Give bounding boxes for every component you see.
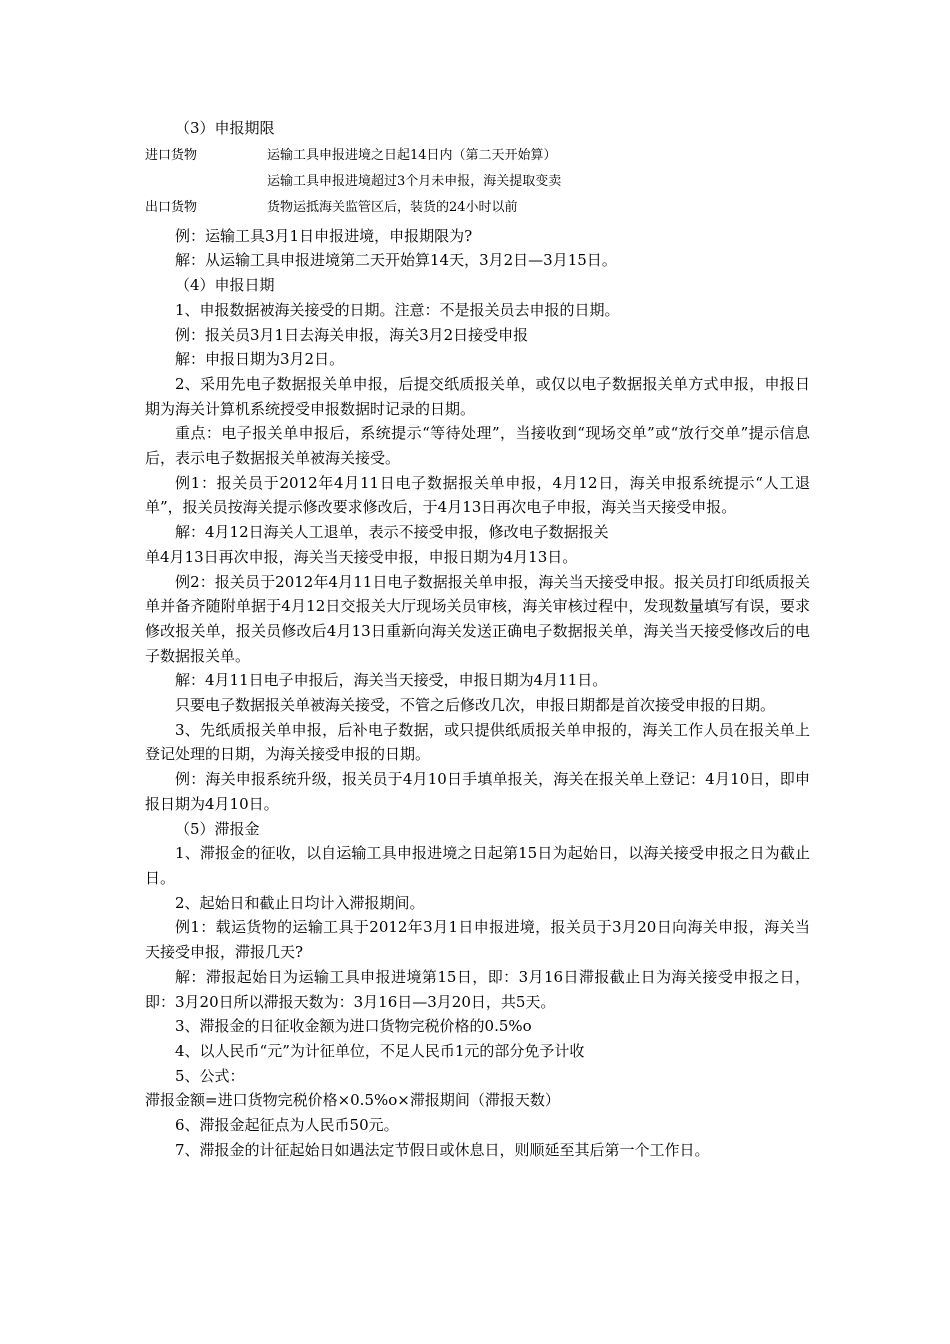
- paragraph: 2、采用先电子数据报关单申报，后提交纸质报关单，或仅以电子数据报关单方式申报，申报日期为海关计算机系统授受申报数据时记录的日期。: [145, 374, 810, 418]
- table-value: 运输工具申报进境超过3个月未申报，海关提取变卖: [267, 173, 562, 189]
- paragraph: 解：申报日期为3月2日。: [175, 350, 345, 369]
- paragraph: 例2：报关员于2012年4月11日电子数据报关单申报，海关当天接受申报。报关员打印纸质报关单并备齐随附单据于4月12日交报关大厅现场关员审核，海关审核过程中，发现数量填写有误，要求修改报关单，报关员修改后4月13日重新向海关发送正确电子数据报关单，海关当天接受修改后的电子数据报关单。: [145, 572, 810, 665]
- paragraph: 4、以人民币“元”为计征单位，不足人民币1元的部分免予计收: [175, 1041, 585, 1060]
- section-4-title: （4）申报日期: [175, 276, 275, 295]
- table-key: 进口货物: [145, 147, 198, 163]
- table-value: 运输工具申报进境之日起14日内（第二天开始算）: [267, 147, 557, 163]
- section-3-title: （3）申报期限: [175, 119, 275, 137]
- paragraph: 只要电子数据报关单被海关接受，不管之后修改几次，申报日期都是首次接受申报的日期。: [175, 696, 776, 715]
- declaration-deadline-table: [145, 143, 810, 221]
- paragraph: 例1：报关员于2012年4月11日电子数据报关单申报，4月12日，海关申报系统提示“人工退单”，报关员按海关提示修改要求修改后，于4月13日再次电子申报，海关当天接受申报。: [145, 473, 810, 517]
- paragraph: 解：滞报起始日为运输工具申报进境第15日，即：3月16日滞报截止日为海关接受申报之日，即：3月20日所以滞报天数为：3月16日—3月20日，共5天。: [145, 967, 810, 1011]
- paragraph: 7、滞报金的计征起始日如遇法定节假日或休息日，则顺延至其后第一个工作日。: [175, 1140, 710, 1159]
- table-row: [145, 143, 810, 169]
- paragraph: 1、滞报金的征收，以自运输工具申报进境之日起第15日为起始日，以海关接受申报之日为截止日。: [145, 844, 810, 887]
- paragraph: 3、滞报金的日征收金额为进口货物完税价格的0.5%o: [175, 1017, 532, 1036]
- paragraph: 5、公式：: [175, 1066, 245, 1085]
- paragraph: 解：4月12日海关人工退单，表示不接受申报，修改电子数据报关: [175, 523, 609, 542]
- paragraph: 1、申报数据被海关接受的日期。注意：不是报关员去申报的日期。: [175, 300, 620, 319]
- paragraph: 3、先纸质报关单申报，后补电子数据，或只提供纸质报关单申报的，海关工作人员在报关单上登记处理的日期，为海关接受申报的日期。: [145, 720, 810, 764]
- paragraph: 重点：电子报关单申报后，系统提示“等待处理”，当接收到“现场交单”或“放行交单”提示信息后，表示电子数据报关单被海关接受。: [145, 424, 810, 468]
- paragraph: 解：4月11日电子申报后，海关当天接受，申报日期为4月11日。: [175, 671, 608, 690]
- table-row: [145, 195, 810, 221]
- formula: 滞报金额=进口货物完税价格×0.5%o×滞报期间（滞报天数）: [145, 1091, 560, 1110]
- paragraph: 6、滞报金起征点为人民币50元。: [175, 1116, 399, 1135]
- paragraph: 解：从运输工具申报进境第二天开始算14天，3月2日—3月15日。: [175, 251, 617, 270]
- paragraph: 例：海关申报系统升级，报关员于4月10日手填单报关，海关在报关单上登记：4月10日，即申报日期为4月10日。: [145, 770, 810, 813]
- table-key: 出口货物: [145, 199, 198, 215]
- paragraph: 例：运输工具3月1日申报进境，申报期限为?: [175, 226, 473, 245]
- paragraph: 例：报关员3月1日去海关申报，海关3月2日接受申报: [175, 325, 529, 344]
- table-value: 货物运抵海关监管区后，装货的24小时以前: [267, 199, 518, 215]
- paragraph: 单4月13日再次申报，海关当天接受申报，申报日期为4月13日。: [145, 547, 578, 566]
- document-body: [145, 116, 810, 1162]
- paragraph: 2、起始日和截止日均计入滞报期间。: [175, 893, 425, 912]
- paragraph: 例1：载运货物的运输工具于2012年3月1日申报进境，报关员于3月20日向海关申报，海关当天接受申报，滞报几天?: [145, 918, 810, 962]
- table-row: [145, 169, 810, 195]
- section-5-title: （5）滞报金: [175, 819, 260, 838]
